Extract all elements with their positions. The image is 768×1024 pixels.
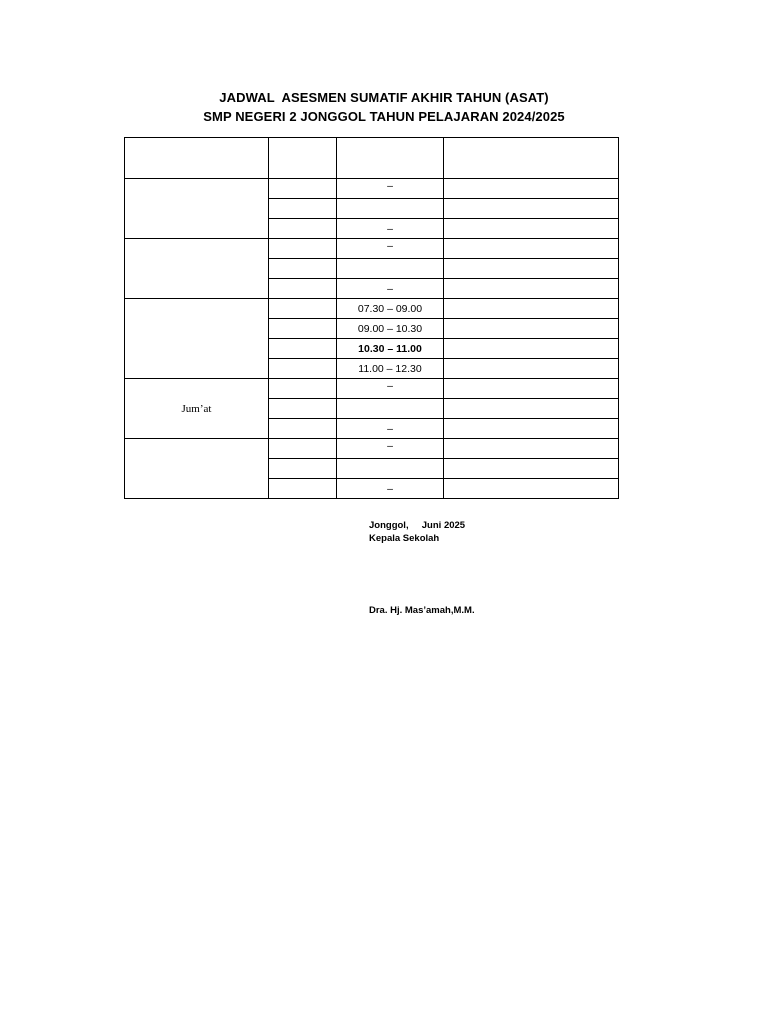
number-cell (269, 479, 337, 499)
header-cell-no (269, 138, 337, 179)
subject-cell (444, 439, 619, 459)
table-row (125, 239, 619, 259)
number-cell (269, 459, 337, 479)
time-cell: 09.00 – 10.30 (337, 319, 444, 339)
table-header-row (125, 138, 619, 179)
document-title-line-2: SMP NEGERI 2 JONGGOL TAHUN PELAJARAN 2024/2025 (203, 109, 565, 124)
time-cell: – (337, 379, 444, 399)
day-cell (125, 299, 269, 379)
time-cell: – (337, 419, 444, 439)
number-cell (269, 179, 337, 199)
subject-cell (444, 419, 619, 439)
signature-place-date: Jonggol, Juni 2025 (369, 520, 466, 531)
number-cell (269, 299, 337, 319)
time-cell: 07.30 – 09.00 (337, 299, 444, 319)
time-cell: 11.00 – 12.30 (337, 359, 444, 379)
subject-cell (444, 299, 619, 319)
time-cell: – (337, 479, 444, 499)
day-cell (125, 179, 269, 239)
subject-cell (444, 459, 619, 479)
subject-cell (444, 359, 619, 379)
table-row (125, 179, 619, 199)
number-cell (269, 339, 337, 359)
schedule-table (124, 137, 619, 499)
subject-cell (444, 219, 619, 239)
number-cell (269, 439, 337, 459)
number-cell (269, 359, 337, 379)
number-cell (269, 379, 337, 399)
subject-cell (444, 399, 619, 419)
time-cell: – (337, 439, 444, 459)
time-cell: – (337, 219, 444, 239)
subject-cell (444, 259, 619, 279)
document-title-line-1: JADWAL ASESMEN SUMATIF AKHIR TAHUN (ASAT) (219, 90, 549, 105)
day-cell (125, 239, 269, 299)
time-cell: – (337, 279, 444, 299)
signature-role: Kepala Sekolah (369, 533, 440, 544)
time-cell: – (337, 239, 444, 259)
subject-cell (444, 379, 619, 399)
number-cell (269, 259, 337, 279)
number-cell (269, 419, 337, 439)
number-cell (269, 239, 337, 259)
number-cell (269, 319, 337, 339)
time-cell (337, 259, 444, 279)
day-cell (125, 439, 269, 499)
number-cell (269, 279, 337, 299)
subject-cell (444, 279, 619, 299)
subject-cell (444, 239, 619, 259)
header-cell-subject (444, 138, 619, 179)
time-cell (337, 459, 444, 479)
subject-cell (444, 199, 619, 219)
signature-name: Dra. Hj. Mas’amah,M.M. (369, 605, 475, 616)
subject-cell (444, 179, 619, 199)
number-cell (269, 399, 337, 419)
table-row (125, 379, 619, 399)
header-cell-day (125, 138, 269, 179)
table-row (125, 439, 619, 459)
time-cell (337, 399, 444, 419)
subject-cell (444, 479, 619, 499)
number-cell (269, 199, 337, 219)
time-cell (337, 199, 444, 219)
time-cell: – (337, 179, 444, 199)
number-cell (269, 219, 337, 239)
day-cell: Jum’at (125, 379, 269, 439)
time-cell: 10.30 – 11.00 (337, 339, 444, 359)
subject-cell (444, 319, 619, 339)
subject-cell (444, 339, 619, 359)
table-row (125, 299, 619, 319)
header-cell-time (337, 138, 444, 179)
